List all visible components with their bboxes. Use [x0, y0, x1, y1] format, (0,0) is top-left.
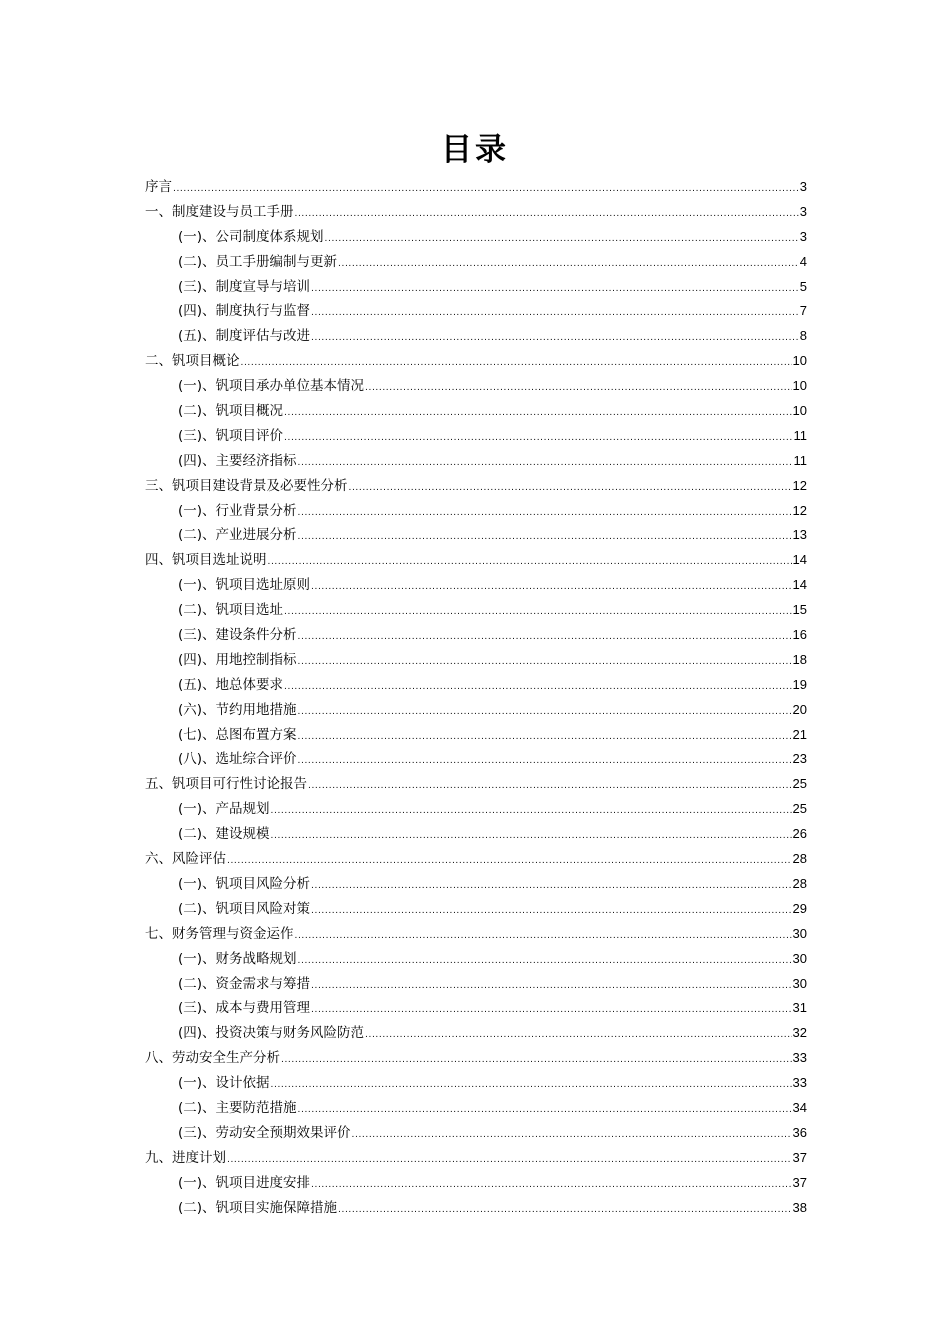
toc-dot-leader: [173, 177, 799, 202]
toc-entry[interactable]: [145, 1146, 807, 1171]
toc-entry[interactable]: [145, 299, 807, 324]
toc-dot-leader: [338, 252, 799, 277]
toc-entry[interactable]: [145, 225, 807, 250]
toc-entry[interactable]: [145, 797, 807, 822]
toc-dot-leader: [311, 575, 791, 600]
toc-dot-leader: [311, 301, 799, 326]
toc-page-number: 3: [799, 203, 807, 219]
toc-dot-leader: [271, 799, 792, 824]
toc-entry[interactable]: [145, 523, 807, 548]
toc-dot-leader: [284, 600, 791, 625]
toc-page-number: 33: [792, 1075, 807, 1091]
toc-entry[interactable]: [145, 947, 807, 972]
toc-entry[interactable]: [145, 200, 807, 225]
toc-entry-title: (二)、建设规模: [178, 826, 270, 843]
toc-page-number: 8: [799, 328, 807, 344]
toc-page-number: 15: [792, 602, 807, 618]
toc-entry-title: (四)、投资决策与财务风险防范: [178, 1025, 365, 1042]
toc-dot-leader: [349, 476, 792, 501]
toc-entry-title: (一)、公司制度体系规划: [178, 228, 324, 245]
toc-entry[interactable]: [145, 1121, 807, 1146]
toc-entry[interactable]: [145, 897, 807, 922]
toc-entry-title: (二)、员工手册编制与更新: [178, 253, 338, 270]
toc-dot-leader: [227, 849, 792, 874]
toc-entry-title: (二)、钒项目实施保障措施: [178, 1199, 338, 1216]
toc-page-number: 10: [792, 403, 807, 419]
toc-dot-leader: [352, 1123, 792, 1148]
toc-entry[interactable]: [145, 1071, 807, 1096]
toc-entry-title: (三)、建设条件分析: [178, 627, 297, 644]
toc-entry[interactable]: [145, 1196, 807, 1221]
toc-dot-leader: [241, 351, 792, 376]
toc-page-number: 30: [792, 950, 807, 966]
toc-page-number: 30: [792, 925, 807, 941]
toc-entry[interactable]: [145, 648, 807, 673]
toc-entry-title: (七)、总图布置方案: [178, 726, 297, 743]
toc-dot-leader: [284, 426, 792, 451]
table-of-contents: [145, 175, 807, 1220]
toc-page-number: 29: [792, 900, 807, 916]
toc-dot-leader: [295, 924, 792, 949]
toc-dot-leader: [311, 974, 791, 999]
toc-page-number: 31: [792, 1000, 807, 1016]
toc-entry[interactable]: [145, 499, 807, 524]
toc-dot-leader: [298, 501, 792, 526]
toc-entry-title: (一)、钒项目承办单位基本情况: [178, 378, 365, 395]
toc-entry-title: 一、制度建设与员工手册: [145, 203, 294, 220]
toc-entry-title: (三)、钒项目评价: [178, 427, 284, 444]
toc-entry-title: 四、钒项目选址说明: [145, 552, 267, 569]
toc-entry[interactable]: [145, 922, 807, 947]
toc-entry[interactable]: [145, 399, 807, 424]
toc-entry[interactable]: [145, 847, 807, 872]
toc-entry[interactable]: [145, 698, 807, 723]
toc-entry[interactable]: [145, 772, 807, 797]
toc-page-number: 18: [792, 651, 807, 667]
toc-entry-title: (一)、钒项目风险分析: [178, 875, 311, 892]
toc-entry[interactable]: [145, 424, 807, 449]
toc-page-number: 3: [799, 179, 807, 194]
toc-entry-title: (四)、主要经济指标: [178, 452, 297, 469]
toc-entry[interactable]: [145, 723, 807, 748]
toc-entry-title: 七、财务管理与资金运作: [145, 925, 294, 942]
toc-entry-title: (二)、钒项目选址: [178, 602, 284, 619]
toc-page-number: 28: [792, 851, 807, 867]
toc-entry-title: (二)、主要防范措施: [178, 1099, 297, 1116]
toc-page-number: 16: [792, 627, 807, 643]
toc-entry[interactable]: [145, 1096, 807, 1121]
toc-dot-leader: [298, 650, 792, 675]
toc-dot-leader: [311, 874, 791, 899]
toc-dot-leader: [311, 1173, 791, 1198]
toc-dot-leader: [365, 1023, 791, 1048]
toc-entry[interactable]: [145, 349, 807, 374]
toc-dot-leader: [298, 949, 792, 974]
toc-entry-title: (二)、钒项目概况: [178, 403, 284, 420]
toc-page-number: 36: [792, 1124, 807, 1140]
toc-page-number: 30: [792, 975, 807, 991]
page-title: 目录: [441, 132, 509, 168]
toc-entry-title: 五、钒项目可行性讨论报告: [145, 776, 307, 793]
toc-dot-leader: [271, 824, 792, 849]
toc-entry-title: (三)、成本与费用管理: [178, 1000, 311, 1017]
toc-page-number: 23: [792, 751, 807, 767]
toc-entry[interactable]: [145, 573, 807, 598]
toc-dot-leader: [365, 376, 791, 401]
toc-dot-leader: [227, 1148, 792, 1173]
toc-dot-leader: [281, 1048, 792, 1073]
toc-dot-leader: [311, 277, 799, 302]
toc-page-number: 11: [793, 452, 807, 468]
toc-entry[interactable]: [145, 1046, 807, 1071]
toc-entry-title: (二)、钒项目风险对策: [178, 900, 311, 917]
toc-entry-title: (五)、制度评估与改进: [178, 328, 311, 345]
toc-dot-leader: [298, 700, 792, 725]
toc-entry-title: 二、钒项目概论: [145, 353, 240, 370]
toc-dot-leader: [298, 625, 792, 650]
toc-page-number: 3: [799, 228, 807, 244]
toc-entry-title: 八、劳动安全生产分析: [145, 1050, 280, 1067]
toc-entry[interactable]: [145, 1021, 807, 1046]
toc-entry-title: (五)、地总体要求: [178, 676, 284, 693]
toc-page-number: 10: [792, 353, 807, 369]
toc-page-number: 20: [792, 701, 807, 717]
toc-entry[interactable]: [145, 374, 807, 399]
toc-entry[interactable]: [145, 474, 807, 499]
toc-entry-title: (一)、钒项目进度安排: [178, 1174, 311, 1191]
toc-dot-leader: [338, 1198, 791, 1223]
toc-entry[interactable]: [145, 822, 807, 847]
toc-dot-leader: [298, 525, 792, 550]
toc-entry-title: (二)、资金需求与筹措: [178, 975, 311, 992]
toc-dot-leader: [271, 1073, 792, 1098]
toc-page-number: 19: [792, 676, 807, 692]
toc-entry-title: (四)、用地控制指标: [178, 651, 297, 668]
toc-page-number: 28: [792, 875, 807, 891]
toc-dot-leader: [298, 451, 793, 476]
toc-page-number: 14: [792, 552, 807, 568]
toc-dot-leader: [311, 326, 799, 351]
toc-entry[interactable]: [145, 324, 807, 349]
toc-entry[interactable]: [145, 1171, 807, 1196]
toc-entry-title: (一)、产品规划: [178, 801, 270, 818]
toc-dot-leader: [298, 725, 792, 750]
toc-page-number: 10: [792, 378, 807, 394]
toc-page-number: 34: [792, 1099, 807, 1115]
toc-entry[interactable]: [145, 275, 807, 300]
toc-entry-title: (一)、钒项目选址原则: [178, 577, 311, 594]
toc-dot-leader: [298, 1098, 792, 1123]
toc-entry[interactable]: [145, 747, 807, 772]
toc-dot-leader: [268, 550, 792, 575]
toc-entry-title: (一)、行业背景分析: [178, 502, 297, 519]
toc-dot-leader: [311, 998, 791, 1023]
toc-entry-title: (八)、选址综合评价: [178, 751, 297, 768]
toc-page-number: 12: [792, 477, 807, 493]
toc-page-number: 38: [792, 1199, 807, 1215]
toc-page-number: 11: [793, 427, 807, 443]
toc-entry-title: (四)、制度执行与监督: [178, 303, 311, 320]
toc-dot-leader: [284, 401, 791, 426]
toc-entry-title: (二)、产业进展分析: [178, 527, 297, 544]
toc-page-number: 14: [792, 577, 807, 593]
toc-dot-leader: [311, 899, 791, 924]
toc-page-number: 4: [799, 253, 807, 269]
toc-page-number: 26: [792, 826, 807, 842]
toc-page-number: 7: [799, 303, 807, 319]
toc-page-number: 13: [792, 527, 807, 543]
toc-entry[interactable]: [145, 548, 807, 573]
toc-dot-leader: [298, 749, 792, 774]
toc-entry[interactable]: [145, 250, 807, 275]
toc-entry-title: (一)、设计依据: [178, 1075, 270, 1092]
toc-entry[interactable]: [145, 996, 807, 1021]
toc-dot-leader: [295, 202, 799, 227]
toc-page-number: 21: [792, 726, 807, 742]
toc-entry[interactable]: [145, 673, 807, 698]
toc-entry-title: (三)、劳动安全预期效果评价: [178, 1124, 351, 1141]
toc-entry-title: 三、钒项目建设背景及必要性分析: [145, 477, 348, 494]
toc-page-number: 32: [792, 1025, 807, 1041]
toc-entry[interactable]: [145, 872, 807, 897]
toc-page-number: 33: [792, 1050, 807, 1066]
toc-dot-leader: [325, 227, 799, 252]
toc-entry[interactable]: [145, 972, 807, 997]
toc-entry-title: (三)、制度宣导与培训: [178, 278, 311, 295]
toc-entry[interactable]: [145, 449, 807, 474]
toc-page-number: 25: [792, 776, 807, 792]
toc-page-number: 25: [792, 801, 807, 817]
toc-entry-title: 六、风险评估: [145, 851, 226, 868]
toc-entry[interactable]: [145, 623, 807, 648]
toc-page-number: 37: [792, 1149, 807, 1165]
toc-entry-title: (一)、财务战略规划: [178, 950, 297, 967]
toc-page-number: 37: [792, 1174, 807, 1190]
toc-dot-leader: [308, 774, 792, 799]
toc-entry-title: 序言: [145, 179, 172, 195]
toc-dot-leader: [284, 675, 791, 700]
toc-page-number: 12: [792, 502, 807, 518]
toc-page-number: 5: [799, 278, 807, 294]
toc-entry[interactable]: [145, 598, 807, 623]
toc-entry[interactable]: [145, 175, 807, 200]
toc-entry-title: (六)、节约用地措施: [178, 701, 297, 718]
toc-entry-title: 九、进度计划: [145, 1149, 226, 1166]
